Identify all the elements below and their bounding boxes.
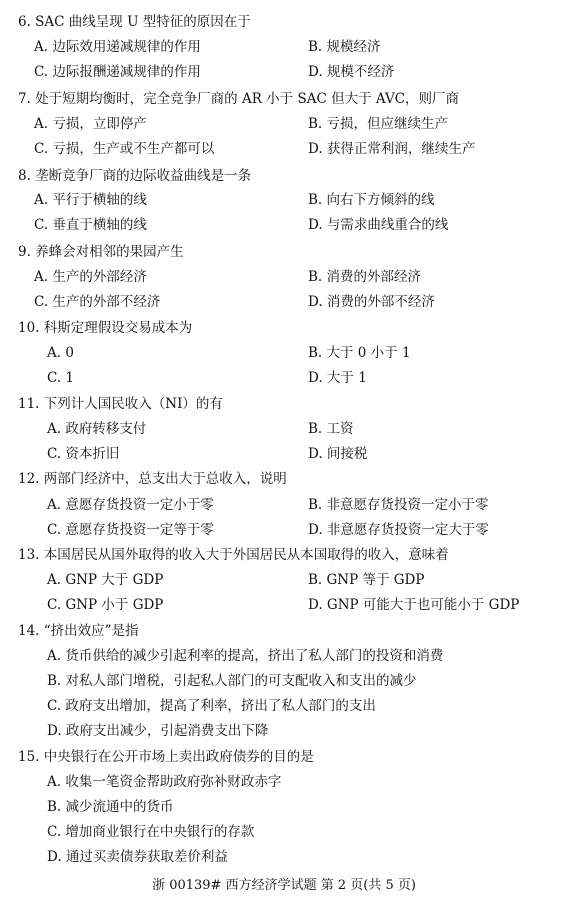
question-12-option-b: B. 非意愿存货投资一定小于零: [308, 497, 489, 513]
question-8-stem: 8. 垄断竞争厂商的边际收益曲线是一条: [18, 168, 252, 184]
question-6-option-d: D. 规模不经济: [308, 64, 395, 80]
question-15-option-c: C. 增加商业银行在中央银行的存款: [47, 824, 255, 840]
question-7-option-c: C. 亏损，生产或不生产都可以: [34, 141, 215, 157]
question-14-stem: 14. “挤出效应”是指: [18, 623, 139, 639]
question-13-stem: 13. 本国居民从国外取得的收入大于外国居民从本国取得的收入，意味着: [18, 547, 449, 563]
question-7-option-a: A. 亏损，立即停产: [34, 116, 147, 132]
question-9-option-b: B. 消费的外部经济: [308, 269, 422, 285]
question-12-option-a: A. 意愿存货投资一定小于零: [47, 497, 214, 513]
question-8-option-b: B. 向右下方倾斜的线: [308, 192, 435, 208]
question-11-option-d: D. 间接税: [308, 446, 368, 462]
question-12-stem: 12. 两部门经济中，总支出大于总收入，说明: [18, 471, 287, 487]
question-8-option-a: A. 平行于横轴的线: [34, 192, 147, 208]
question-15-stem: 15. 中央银行在公开市场上卖出政府债券的目的是: [18, 749, 314, 765]
question-9-option-c: C. 生产的外部不经济: [34, 294, 161, 310]
question-6-option-b: B. 规模经济: [308, 39, 381, 55]
question-14-option-d: D. 政府支出减少，引起消费支出下降: [47, 723, 269, 739]
question-12-option-d: D. 非意愿存货投资一定大于零: [308, 522, 489, 538]
page-footer: 浙 00139# 西方经济学试题 第 2 页(共 5 页): [152, 878, 416, 893]
question-14-option-a: A. 货币供给的减少引起利率的提高，挤出了私人部门的投资和消费: [47, 648, 444, 664]
question-10-option-d: D. 大于 1: [308, 370, 367, 386]
question-7-stem: 7. 处于短期均衡时，完全竞争厂商的 AR 小于 SAC 但大于 AVC，则厂商: [18, 91, 460, 107]
question-15-option-d: D. 通过买卖债券获取差价利益: [47, 849, 228, 865]
question-8-option-d: D. 与需求曲线重合的线: [308, 217, 449, 233]
question-11-option-c: C. 资本折旧: [47, 446, 120, 462]
question-13-option-a: A. GNP 大于 GDP: [47, 572, 164, 588]
question-12-option-c: C. 意愿存货投资一定等于零: [47, 522, 214, 538]
question-7-option-d: D. 获得正常利润，继续生产: [308, 141, 476, 157]
question-7-option-b: B. 亏损，但应继续生产: [308, 116, 449, 132]
question-6-option-a: A. 边际效用递减规律的作用: [34, 39, 201, 55]
question-13-option-c: C. GNP 小于 GDP: [47, 597, 164, 613]
question-13-option-d: D. GNP 可能大于也可能小于 GDP: [308, 597, 520, 613]
question-11-stem: 11. 下列计人国民收入（NI）的有: [18, 396, 223, 412]
question-10-option-b: B. 大于 0 小于 1: [308, 345, 411, 361]
question-8-option-c: C. 垂直于横轴的线: [34, 217, 147, 233]
question-11-option-a: A. 政府转移支付: [47, 421, 147, 437]
question-10-stem: 10. 科斯定理假设交易成本为: [18, 320, 193, 336]
question-10-option-a: A. 0: [47, 345, 74, 361]
question-15-option-b: B. 减少流通中的货币: [47, 799, 174, 815]
question-13-option-b: B. GNP 等于 GDP: [308, 572, 425, 588]
question-11-option-b: B. 工资: [308, 421, 354, 437]
question-10-option-c: C. 1: [47, 370, 75, 386]
question-6-stem: 6. SAC 曲线呈现 U 型特征的原因在于: [18, 14, 251, 30]
question-15-option-a: A. 收集一笔资金帮助政府弥补财政赤字: [47, 774, 282, 790]
question-9-option-a: A. 生产的外部经济: [34, 269, 147, 285]
question-6-option-c: C. 边际报酬递减规律的作用: [34, 64, 201, 80]
question-14-option-c: C. 政府支出增加，提高了利率，挤出了私人部门的支出: [47, 698, 376, 714]
question-9-stem: 9. 养蜂会对相邻的果园产生: [18, 244, 184, 260]
question-9-option-d: D. 消费的外部不经济: [308, 294, 435, 310]
question-14-option-b: B. 对私人部门增税，引起私人部门的可支配收入和支出的减少: [47, 673, 417, 689]
